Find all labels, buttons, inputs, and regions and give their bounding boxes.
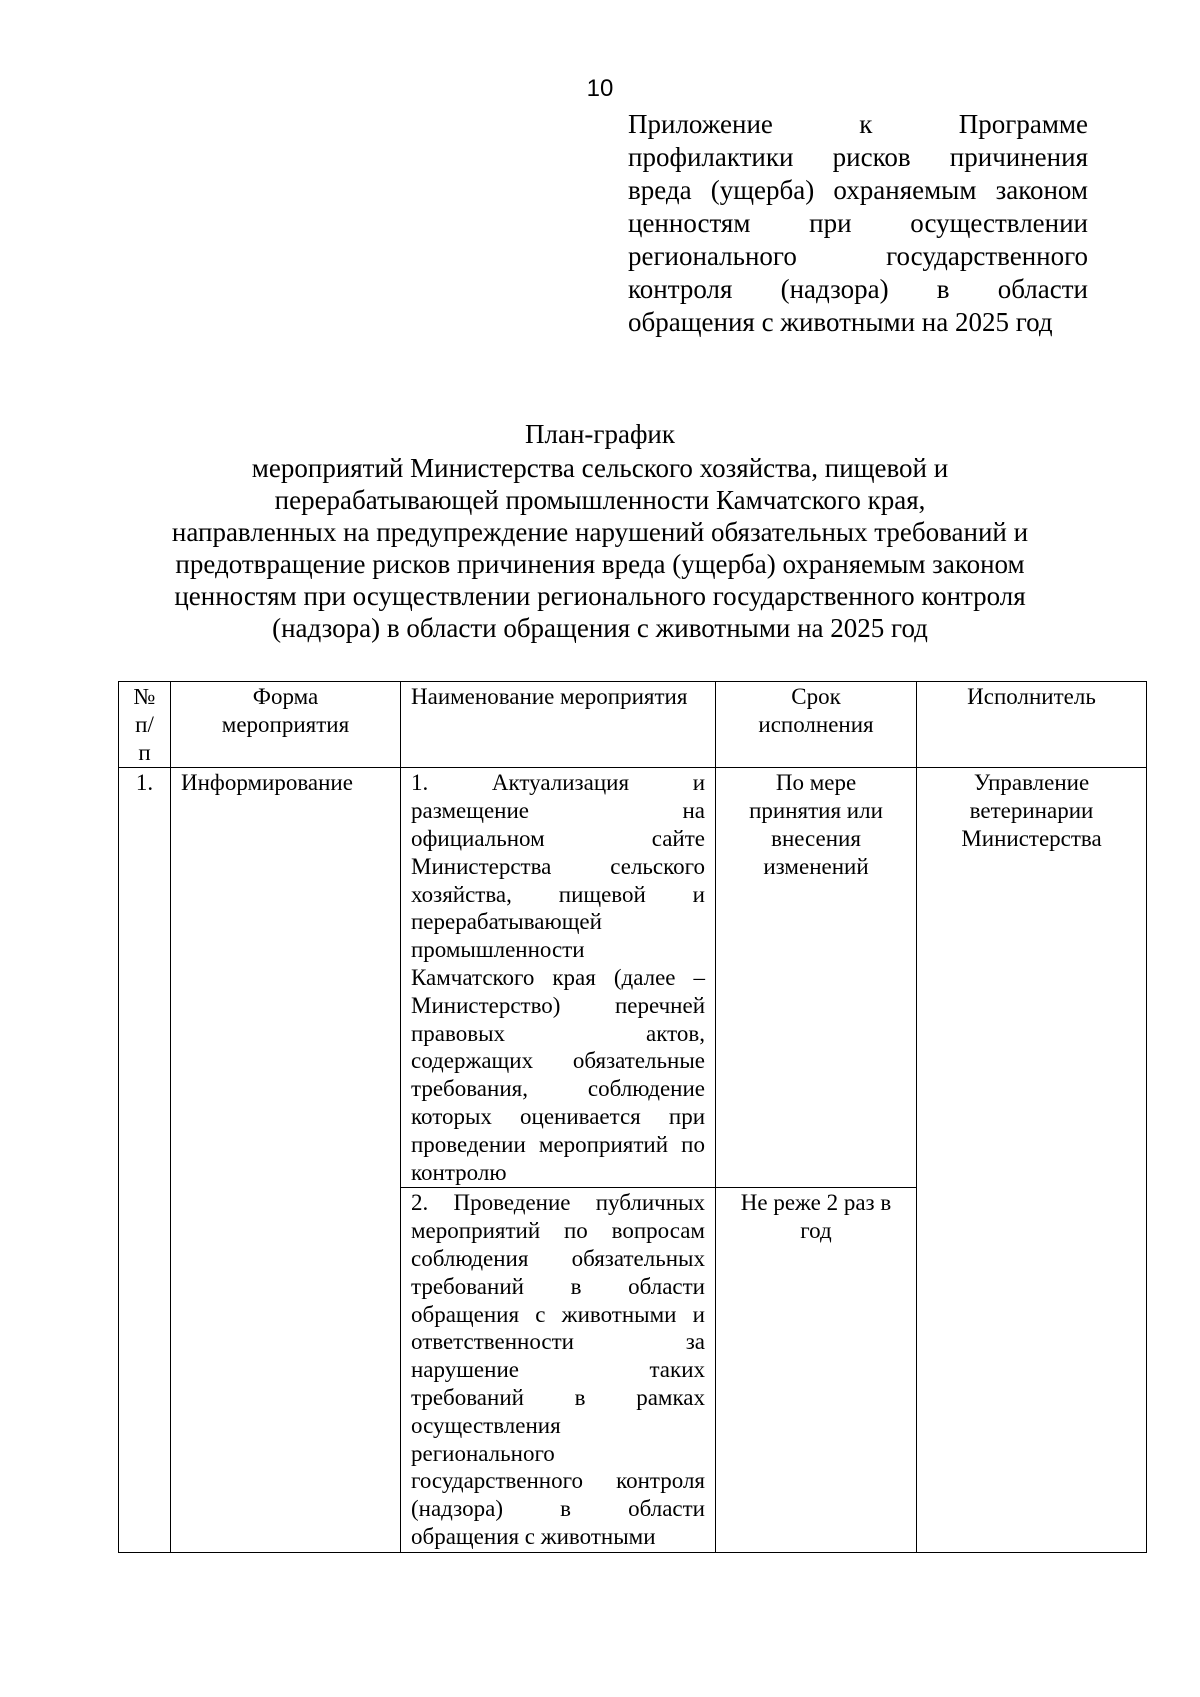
term-text: По мере <box>775 770 857 796</box>
executor-text: Управление <box>973 770 1090 796</box>
header-term <box>716 682 917 768</box>
activity-text: правовых актов, <box>411 1020 705 1046</box>
plan-subtitle-line: мероприятий Министерства сельского хозяйства, пищевой и <box>251 453 949 483</box>
activity-text: обращения с животными <box>411 1523 656 1549</box>
header-form <box>171 682 401 768</box>
activity-text: требований в рамках <box>411 1384 705 1410</box>
plan-subtitle <box>100 452 1100 644</box>
term-text: год <box>800 1218 832 1244</box>
header-text: исполнения <box>758 711 874 737</box>
table-header-row <box>119 682 1147 768</box>
appendix-line: контроля (надзора) в области <box>628 274 1088 304</box>
activity-text: обращения с животными и <box>411 1301 705 1327</box>
activity-text: (надзора) в области <box>411 1496 705 1522</box>
activity-text: государственного контроля <box>411 1468 705 1494</box>
activity-text: Министерство) перечней <box>411 992 705 1018</box>
row-form: Информирование <box>171 768 401 1552</box>
plan-subtitle-line: ценностям при осуществлении регионального государственного контроля <box>174 581 1026 611</box>
row-number: 1. <box>119 768 171 1552</box>
appendix-line: вреда (ущерба) охраняемым законом <box>628 175 1088 205</box>
activity-text: Камчатского края (далее – <box>411 964 705 990</box>
activity-text: мероприятий по вопросам <box>411 1218 705 1244</box>
header-text: п/ <box>135 711 154 737</box>
activity-name-2 <box>401 1188 716 1552</box>
activity-text: размещение на <box>411 798 705 824</box>
activity-text: содержащих обязательные <box>411 1048 705 1074</box>
header-text: Исполнитель <box>967 684 1096 709</box>
activity-text: нарушение таких <box>411 1357 705 1383</box>
activity-text: 1. Актуализация и <box>411 770 705 796</box>
term-text: принятия или <box>749 798 883 824</box>
activity-text: промышленности <box>411 937 585 963</box>
term-text: изменений <box>763 853 869 879</box>
header-text: № <box>133 684 156 709</box>
activity-text: хозяйства, пищевой и <box>411 881 705 907</box>
activity-text: требования, соблюдение <box>411 1076 705 1102</box>
plan-subtitle-line: (надзора) в области обращения с животными на 2025 год <box>272 613 928 643</box>
table-row <box>119 768 1147 1188</box>
activity-text: перерабатывающей <box>411 909 602 935</box>
activity-text: ответственности за <box>411 1329 705 1355</box>
appendix-line: обращения с животными на 2025 год <box>628 307 1053 337</box>
executor-text: ветеринарии <box>969 798 1094 824</box>
header-text: мероприятия <box>221 711 350 737</box>
term-text: внесения <box>771 825 861 851</box>
activity-term-2 <box>716 1188 917 1552</box>
plan-table <box>118 681 1147 1553</box>
activity-text: регионального <box>411 1440 555 1466</box>
header-text: п <box>138 739 151 765</box>
appendix-line: регионального государственного <box>628 241 1088 271</box>
activity-text: проведении мероприятий по <box>411 1131 705 1157</box>
activity-text: которых оценивается при <box>411 1103 705 1129</box>
header-name <box>401 682 716 768</box>
activity-name-1 <box>401 768 716 1188</box>
activity-text: официальном сайте <box>411 825 705 851</box>
activity-text: 2. Проведение публичных <box>411 1190 705 1216</box>
plan-subtitle-line: перерабатывающей промышленности Камчатского края, <box>274 485 926 515</box>
page-number: 10 <box>586 75 614 102</box>
header-num <box>119 682 171 768</box>
appendix-line: профилактики рисков причинения <box>628 142 1088 172</box>
activity-text: контролю <box>411 1159 507 1185</box>
plan-title: План-график <box>524 419 676 449</box>
executor-text: Министерства <box>961 825 1102 851</box>
plan-subtitle-line: направленных на предупреждение нарушений обязательных требований и <box>171 517 1029 547</box>
appendix-line: Приложение к Программе <box>628 109 1088 139</box>
row-executor <box>917 768 1147 1552</box>
activity-term-1 <box>716 768 917 1188</box>
activity-text: требований в области <box>411 1273 705 1299</box>
activity-text: соблюдения обязательных <box>411 1245 705 1271</box>
header-executor <box>917 682 1147 768</box>
appendix-line: ценностям при осуществлении <box>628 208 1088 238</box>
activity-text: осуществления <box>411 1412 561 1438</box>
header-text: Наименование мероприятия <box>411 684 688 709</box>
term-text: Не реже 2 раз в <box>740 1190 892 1216</box>
appendix-note <box>628 108 1088 339</box>
header-text: Срок <box>791 684 841 709</box>
activity-text: Министерства сельского <box>411 853 705 879</box>
plan-subtitle-line: предотвращение рисков причинения вреда (ущерба) охраняемым законом <box>175 549 1025 579</box>
header-text: Форма <box>252 684 319 709</box>
